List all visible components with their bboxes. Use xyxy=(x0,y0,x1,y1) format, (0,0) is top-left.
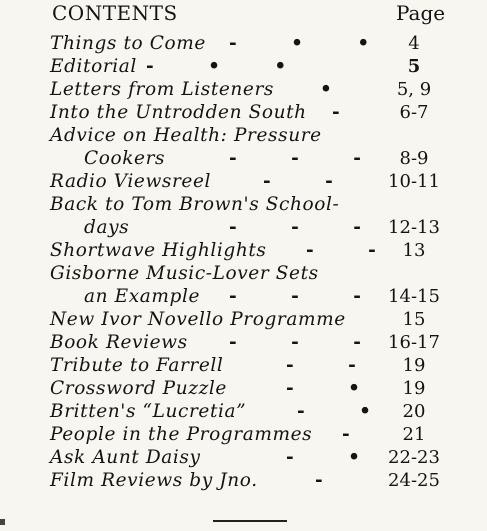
page-column-heading: Page xyxy=(396,1,446,25)
entry-title: Into the Untrodden South xyxy=(50,102,307,123)
entry-page-number: 10-11 xyxy=(388,171,440,192)
contents-heading: CONTENTS xyxy=(52,1,178,25)
entry-title: People in the Programmes xyxy=(50,424,313,445)
entry-title: Letters from Listeners xyxy=(50,79,274,100)
entry-title: Radio Viewsreel xyxy=(50,171,212,192)
entry-title: Ask Aunt Daisy xyxy=(50,447,201,468)
entry-page-number: 4 xyxy=(408,33,420,54)
contents-entry xyxy=(0,377,487,400)
contents-entry xyxy=(0,446,487,469)
bottom-rule xyxy=(213,520,287,522)
contents-entry xyxy=(0,331,487,354)
contents-entry xyxy=(0,308,487,331)
entry-title: Book Reviews xyxy=(50,332,188,353)
entry-page-number: 22-23 xyxy=(388,447,440,468)
entry-title: Back to Tom Brown's School- xyxy=(50,194,340,215)
entry-leader-dots: - - xyxy=(263,171,357,192)
entry-page-number: 21 xyxy=(402,424,426,445)
contents-entry xyxy=(0,101,487,124)
contents-entry xyxy=(0,55,487,78)
entry-title: Crossword Puzzle xyxy=(50,378,227,399)
contents-entry xyxy=(0,469,487,492)
entry-leader-dots: - xyxy=(315,470,347,491)
entry-page-number: 12-13 xyxy=(388,217,440,238)
entry-page-number: 16-17 xyxy=(388,332,440,353)
entry-page-number: 24-25 xyxy=(388,470,440,491)
contents-list xyxy=(0,32,487,492)
entry-page-number: 13 xyxy=(402,240,426,261)
contents-entry xyxy=(0,124,487,147)
entry-leader-dots: - • xyxy=(297,401,395,422)
entry-page-number: 19 xyxy=(402,355,426,376)
entry-title: Shortwave Highlights xyxy=(50,240,267,261)
entry-leader-dots: • xyxy=(320,79,356,100)
entry-page-number: 15 xyxy=(402,309,426,330)
entry-page-number: 5 xyxy=(407,56,421,77)
entry-leader-dots: - - - xyxy=(229,332,385,353)
entry-leader-dots: - • xyxy=(286,378,384,399)
entry-leader-dots: - - - xyxy=(229,286,385,307)
entry-title: Cookers xyxy=(84,148,166,169)
entry-title: Britten's “Lucretia” xyxy=(50,401,247,422)
entry-page-number: 8-9 xyxy=(399,148,429,169)
entry-page-number: 5, 9 xyxy=(396,79,432,100)
entry-leader-dots: - xyxy=(342,424,374,445)
contents-entry xyxy=(0,193,487,216)
contents-entry xyxy=(0,400,487,423)
entry-title: Editorial xyxy=(50,56,137,77)
entry-title: Film Reviews by Jno. xyxy=(50,470,258,491)
entry-leader-dots: - xyxy=(332,102,364,123)
entry-leader-dots: - - xyxy=(286,355,380,376)
contents-entry xyxy=(0,423,487,446)
entry-title: Gisborne Music-Lover Sets xyxy=(50,263,319,284)
entry-title: days xyxy=(84,217,130,238)
contents-entry xyxy=(0,239,487,262)
entry-page-number: 6-7 xyxy=(399,102,429,123)
entry-leader-dots: - • • xyxy=(229,33,394,54)
entry-leader-dots: - • xyxy=(286,447,384,468)
contents-entry xyxy=(0,32,487,55)
entry-title: an Example xyxy=(84,286,201,307)
entry-leader-dots: - - - xyxy=(229,148,385,169)
contents-entry xyxy=(0,354,487,377)
contents-entry xyxy=(0,216,487,239)
contents-entry xyxy=(0,285,487,308)
entry-leader-dots: - - - xyxy=(229,217,385,238)
entry-title: Things to Come xyxy=(50,33,206,54)
contents-entry xyxy=(0,262,487,285)
contents-entry xyxy=(0,170,487,193)
entry-page-number: 14-15 xyxy=(388,286,440,307)
contents-entry xyxy=(0,147,487,170)
entry-page-number: 20 xyxy=(402,401,426,422)
entry-page-number: 19 xyxy=(402,378,426,399)
margin-mark xyxy=(0,519,5,525)
entry-leader-dots: - • • xyxy=(146,56,311,77)
entry-leader-dots: - - xyxy=(306,240,400,261)
contents-entry xyxy=(0,78,487,101)
entry-title: Tribute to Farrell xyxy=(50,355,224,376)
entry-title: New Ivor Novello Programme xyxy=(50,309,346,330)
entry-title: Advice on Health: Pressure xyxy=(50,125,322,146)
